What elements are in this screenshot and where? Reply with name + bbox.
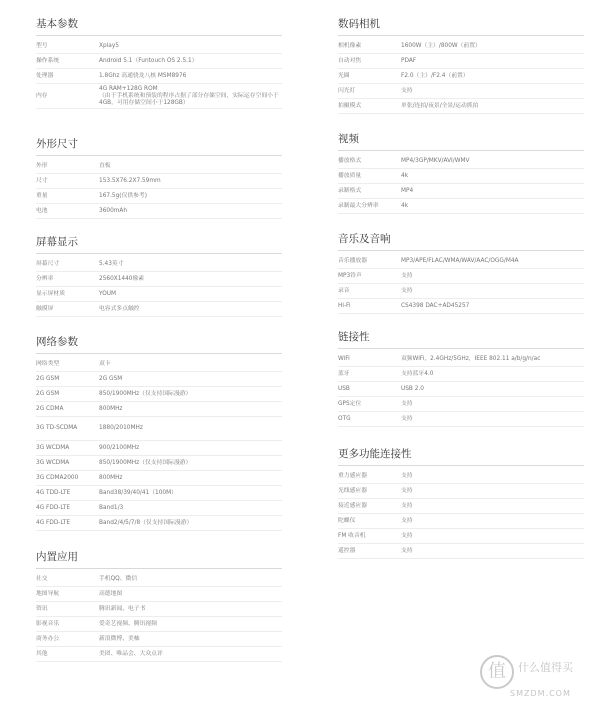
spec-row <box>338 169 584 184</box>
section-title: 外形尺寸 <box>36 136 282 156</box>
watermark-badge-icon: 值 <box>480 655 514 689</box>
spec-value: 双卡 <box>99 360 111 367</box>
spec-row <box>36 159 282 174</box>
spec-value: MP3/APE/FLAC/WMA/WAV/AAC/OGG/M4A <box>401 257 519 264</box>
spec-value: 800MHz <box>99 405 123 412</box>
spec-row <box>36 602 282 617</box>
spec-value: Band38/39/40/41（100M） <box>99 489 177 496</box>
spec-key: Hi-Fi <box>338 302 351 309</box>
spec-row <box>338 382 584 397</box>
spec-value: 支持 <box>401 502 413 509</box>
spec-key: 闪光灯 <box>338 87 356 94</box>
spec-value: 美团、唯品会、大众点评 <box>99 650 163 657</box>
smzdm-watermark <box>480 653 592 703</box>
spec-row <box>338 412 584 427</box>
spec-row <box>338 54 584 69</box>
spec-value: 2G GSM <box>99 375 123 382</box>
section-title: 基本参数 <box>36 16 282 36</box>
spec-row <box>338 39 584 54</box>
spec-key: 2G GSM <box>36 390 60 397</box>
spec-row <box>338 299 584 314</box>
spec-row <box>338 199 584 214</box>
spec-value: 支持 <box>401 400 413 407</box>
section-title: 音乐及音响 <box>338 231 584 251</box>
spec-key: 蓝牙 <box>338 370 350 377</box>
spec-value: 支持 <box>401 532 413 539</box>
spec-key: 光线感应器 <box>338 487 367 494</box>
spec-value: 单张/连拍/夜景/全景/运动抓拍 <box>401 102 479 109</box>
spec-row <box>338 544 584 559</box>
spec-key: 4G TDD-LTE <box>36 489 71 496</box>
section-title: 网络参数 <box>36 334 282 354</box>
spec-key: 拍摄模式 <box>338 102 362 109</box>
section-camera <box>338 16 584 114</box>
spec-key: 接近感应器 <box>338 502 367 509</box>
spec-row <box>338 254 584 269</box>
spec-key: 遥控器 <box>338 547 356 554</box>
spec-value: 支持 <box>401 517 413 524</box>
spec-value: 3600mAh <box>99 207 128 214</box>
spec-value: 支持 <box>401 87 413 94</box>
spec-value: 1.8Ghz 高通骁龙八核 MSM8976 <box>99 72 187 79</box>
spec-key: 录音 <box>338 287 350 294</box>
spec-rows <box>36 572 282 662</box>
spec-value: 850/1900MHz（仅支持国际漫游） <box>99 459 192 466</box>
spec-value: 167.5g(仅供参考) <box>99 192 147 199</box>
spec-key: 自动对焦 <box>338 57 362 64</box>
spec-value: 支持 <box>401 487 413 494</box>
spec-value: 支持 <box>401 415 413 422</box>
spec-row <box>36 572 282 587</box>
spec-key: MP3铃声 <box>338 272 362 279</box>
spec-value: 4k <box>401 202 409 209</box>
spec-row <box>36 174 282 189</box>
spec-rows <box>338 469 584 559</box>
section-connectivity <box>338 329 584 427</box>
spec-row <box>338 99 584 114</box>
spec-value: 900/2100MHz <box>99 444 140 451</box>
spec-key: 3G WCDMA <box>36 459 70 466</box>
spec-value: 支持 <box>401 287 413 294</box>
section-audio <box>338 231 584 314</box>
spec-key: USB <box>338 385 350 392</box>
spec-key: 播放质量 <box>338 172 362 179</box>
spec-row <box>36 471 282 486</box>
spec-rows <box>338 352 584 427</box>
spec-rows <box>338 254 584 314</box>
spec-key: 陀螺仪 <box>338 517 356 524</box>
spec-value: 1880/2010MHz <box>99 425 143 431</box>
spec-value: PDAF <box>401 57 417 64</box>
spec-row <box>36 387 282 402</box>
spec-key: 3G TD-SCDMA <box>36 425 78 431</box>
spec-rows <box>36 39 282 109</box>
spec-row <box>338 84 584 99</box>
spec-key: 外形 <box>36 162 48 169</box>
spec-row <box>36 272 282 287</box>
spec-value: 支持 <box>401 472 413 479</box>
spec-row <box>36 617 282 632</box>
spec-value: MP4/3GP/MKV/AVI/WMV <box>401 157 470 164</box>
spec-row <box>36 204 282 219</box>
section-title: 内置应用 <box>36 549 282 569</box>
spec-value: 双频WiFi，2.4GHz/5GHz，IEEE 802.11 a/b/g/n/ac <box>401 355 541 362</box>
section-title: 链接性 <box>338 329 584 349</box>
spec-row <box>36 54 282 69</box>
spec-value: 支持 <box>401 547 413 554</box>
spec-key: 社交 <box>36 575 48 582</box>
spec-key: 处理器 <box>36 72 54 79</box>
spec-row <box>36 69 282 84</box>
section-title: 更多功能连接性 <box>338 446 584 466</box>
spec-row <box>338 269 584 284</box>
watermark-site: SMZDM.COM <box>510 689 571 698</box>
spec-key: 4G FDD-LTE <box>36 504 71 511</box>
section-title: 数码相机 <box>338 16 584 36</box>
spec-value: Xplay5 <box>99 42 119 49</box>
spec-value: Android 5.1（Funtouch OS 2.5.1） <box>99 57 198 64</box>
watermark-slogan: 什么值得买 <box>518 661 573 674</box>
spec-row <box>36 516 282 531</box>
section-title: 视频 <box>338 131 584 151</box>
spec-value: 1600W（主）/800W（前置） <box>401 42 481 49</box>
spec-value: 支持蓝牙4.0 <box>401 370 434 377</box>
spec-key: 3G WCDMA <box>36 444 70 451</box>
spec-key: 内存 <box>36 92 48 99</box>
spec-value: 直板 <box>99 162 111 169</box>
spec-value: 5.43英寸 <box>99 260 124 267</box>
spec-value: F2.0（主）/F2.4（前置） <box>401 72 469 79</box>
spec-key: 网络类型 <box>36 360 60 367</box>
spec-value: 支持 <box>401 272 413 279</box>
section-title: 屏幕显示 <box>36 234 282 254</box>
spec-key: 其他 <box>36 650 48 657</box>
spec-rows <box>338 39 584 114</box>
spec-key: 重量 <box>36 192 48 199</box>
spec-row <box>36 486 282 501</box>
spec-row <box>338 352 584 367</box>
section-basic-params <box>36 16 282 109</box>
spec-key: FM 收音机 <box>338 532 366 539</box>
spec-key: GPS定位 <box>338 400 362 407</box>
spec-key: WiFi <box>338 355 350 362</box>
spec-row <box>36 84 282 109</box>
spec-key: 光圈 <box>338 72 350 79</box>
spec-key: 播放格式 <box>338 157 362 164</box>
spec-row <box>36 647 282 662</box>
spec-row <box>36 39 282 54</box>
spec-rows <box>36 159 282 219</box>
spec-value: Band1/3 <box>99 504 124 511</box>
spec-key: 2G CDMA <box>36 405 64 412</box>
spec-key: 相机像素 <box>338 42 362 49</box>
spec-key: 屏幕尺寸 <box>36 260 60 267</box>
spec-row <box>36 587 282 602</box>
spec-key: 录制格式 <box>338 187 362 194</box>
spec-row <box>36 257 282 272</box>
spec-row <box>338 529 584 544</box>
spec-row <box>36 402 282 417</box>
spec-value: MP4 <box>401 187 414 194</box>
spec-row <box>36 372 282 387</box>
spec-rows <box>338 154 584 214</box>
spec-row <box>338 397 584 412</box>
spec-key: 显示屏材质 <box>36 290 65 297</box>
spec-key: 影视音乐 <box>36 620 60 627</box>
spec-value: YOUM <box>99 290 117 297</box>
section-network <box>36 334 282 531</box>
spec-row <box>36 302 282 317</box>
spec-value: USB 2.0 <box>401 385 424 392</box>
spec-row <box>36 287 282 302</box>
spec-key: 尺寸 <box>36 177 48 184</box>
spec-key: 地图导航 <box>36 590 60 597</box>
spec-key: 操作系统 <box>36 57 60 64</box>
spec-key: 型号 <box>36 42 48 49</box>
spec-row <box>36 501 282 516</box>
spec-rows <box>36 257 282 317</box>
spec-key: OTG <box>338 415 351 422</box>
spec-key: 商务办公 <box>36 635 60 642</box>
spec-rows <box>36 357 282 531</box>
spec-value: 800MHz <box>99 474 123 481</box>
spec-value: 电容式多点触控 <box>99 305 140 312</box>
section-more-features <box>338 446 584 559</box>
spec-value: 850/1900MHz（仅支持国际漫游） <box>99 390 192 397</box>
spec-value: 4k <box>401 172 409 179</box>
spec-key: 资讯 <box>36 605 48 612</box>
spec-key: 音乐播放器 <box>338 257 367 264</box>
spec-row <box>338 484 584 499</box>
spec-row <box>36 417 282 441</box>
spec-value: 高德地图 <box>99 590 123 597</box>
spec-row <box>338 469 584 484</box>
spec-row <box>338 184 584 199</box>
spec-row <box>36 632 282 647</box>
spec-row <box>36 456 282 471</box>
section-display <box>36 234 282 317</box>
spec-row <box>338 499 584 514</box>
spec-row <box>36 357 282 372</box>
spec-key: 3G CDMA2000 <box>36 474 79 481</box>
spec-value: 腾讯新闻、电子书 <box>99 605 146 612</box>
section-builtin-apps <box>36 549 282 662</box>
spec-value: Band2/4/5/7/8（仅支持国际漫游） <box>99 519 193 526</box>
section-video <box>338 131 584 214</box>
section-dimensions <box>36 136 282 219</box>
spec-value: 2560X1440像素 <box>99 275 145 282</box>
spec-key: 触摸屏 <box>36 305 54 312</box>
spec-value: 4G RAM+128G ROM （由于手机系统和预装的程序占据了部分存储空间，实际运存空间小于4GB，可用存储空间小于128GB） <box>99 85 279 106</box>
spec-key: 4G FDD-LTE <box>36 519 71 526</box>
spec-row <box>36 189 282 204</box>
spec-row <box>338 284 584 299</box>
spec-row <box>338 154 584 169</box>
spec-key: 重力感应器 <box>338 472 367 479</box>
spec-key: 2G GSM <box>36 375 60 382</box>
spec-row <box>338 69 584 84</box>
spec-value: CS4398 DAC+AD45257 <box>401 302 470 309</box>
spec-key: 录制最大分辨率 <box>338 202 379 209</box>
spec-row <box>338 514 584 529</box>
spec-value: 爱奇艺视频、腾讯视频 <box>99 620 157 627</box>
spec-key: 电池 <box>36 207 48 214</box>
spec-value: 新浪微博、美柚 <box>99 635 140 642</box>
spec-value: 153.5X76.2X7.59mm <box>99 177 161 184</box>
spec-value: 手机QQ、微信 <box>99 575 138 582</box>
spec-key: 分辨率 <box>36 275 54 282</box>
spec-row <box>36 441 282 456</box>
spec-row <box>338 367 584 382</box>
